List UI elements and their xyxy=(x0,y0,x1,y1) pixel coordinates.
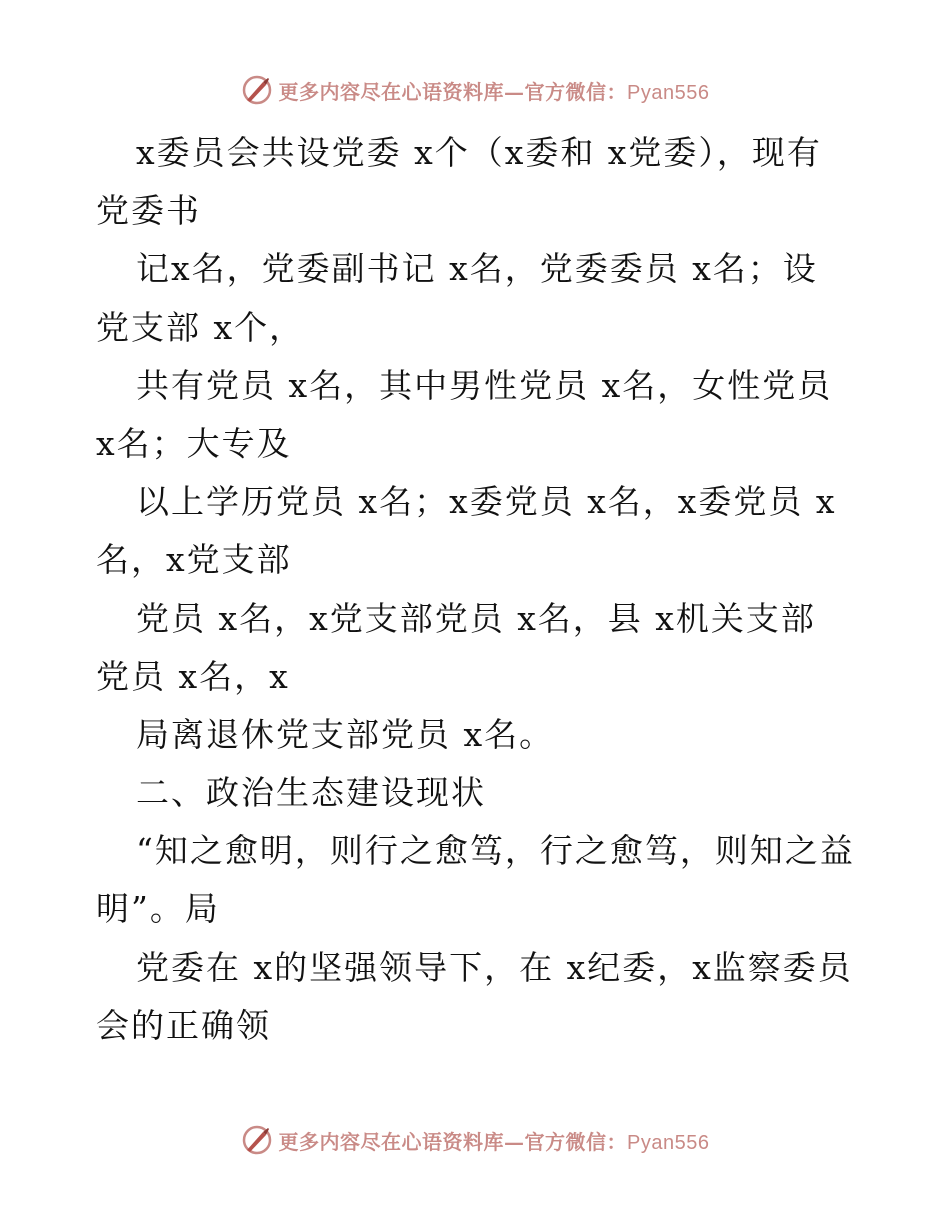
text-line: 记x名，党委副书记 x名，党委委员 x名；设 xyxy=(136,249,818,289)
text-line: x委员会共设党委 x个（x委和 x党委），现有 xyxy=(136,133,822,172)
header-watermark-banner xyxy=(0,70,950,110)
quill-pen-icon xyxy=(241,1124,273,1156)
text-line: 名，x党支部 xyxy=(96,540,292,580)
text-line: 局离退休党支部党员 x名。 xyxy=(136,714,555,754)
document-body xyxy=(96,124,856,1055)
text-line: 以上学历党员 x名；x委党员 x名，x委党员 x xyxy=(136,482,837,522)
watermark-label: 更多内容尽在心语资料库—官方微信： xyxy=(278,1129,628,1154)
quill-pen-icon xyxy=(241,74,273,106)
text-line: 明”。局 xyxy=(96,889,220,929)
text-line: 党员 x名，x党支部党员 x名，县 x机关支部 xyxy=(136,598,816,638)
text-line: 党委书 xyxy=(96,191,201,231)
text-line: 党员 x名，x xyxy=(96,656,290,696)
watermark-label: 更多内容尽在心语资料库—官方微信： xyxy=(278,79,628,104)
text-line: “知之愈明，则行之愈笃，行之愈笃，则知之益 xyxy=(136,831,855,871)
text-line: 会的正确领 xyxy=(96,1005,271,1045)
section-heading: 二、政治生态建设现状 xyxy=(136,773,486,813)
text-line: 党委在 x的坚强领导下，在 x纪委，x监察委员 xyxy=(136,947,853,987)
wechat-id: Pyan556 xyxy=(627,1131,710,1154)
watermark-text xyxy=(279,1126,710,1155)
wechat-id: Pyan556 xyxy=(627,81,710,104)
footer-watermark-banner xyxy=(0,1120,950,1160)
text-line: 共有党员 x名，其中男性党员 x名，女性党员 xyxy=(136,365,833,405)
text-line: x名；大专及 xyxy=(96,423,292,463)
text-line: 党支部 x个， xyxy=(96,307,305,347)
watermark-text xyxy=(279,76,710,105)
